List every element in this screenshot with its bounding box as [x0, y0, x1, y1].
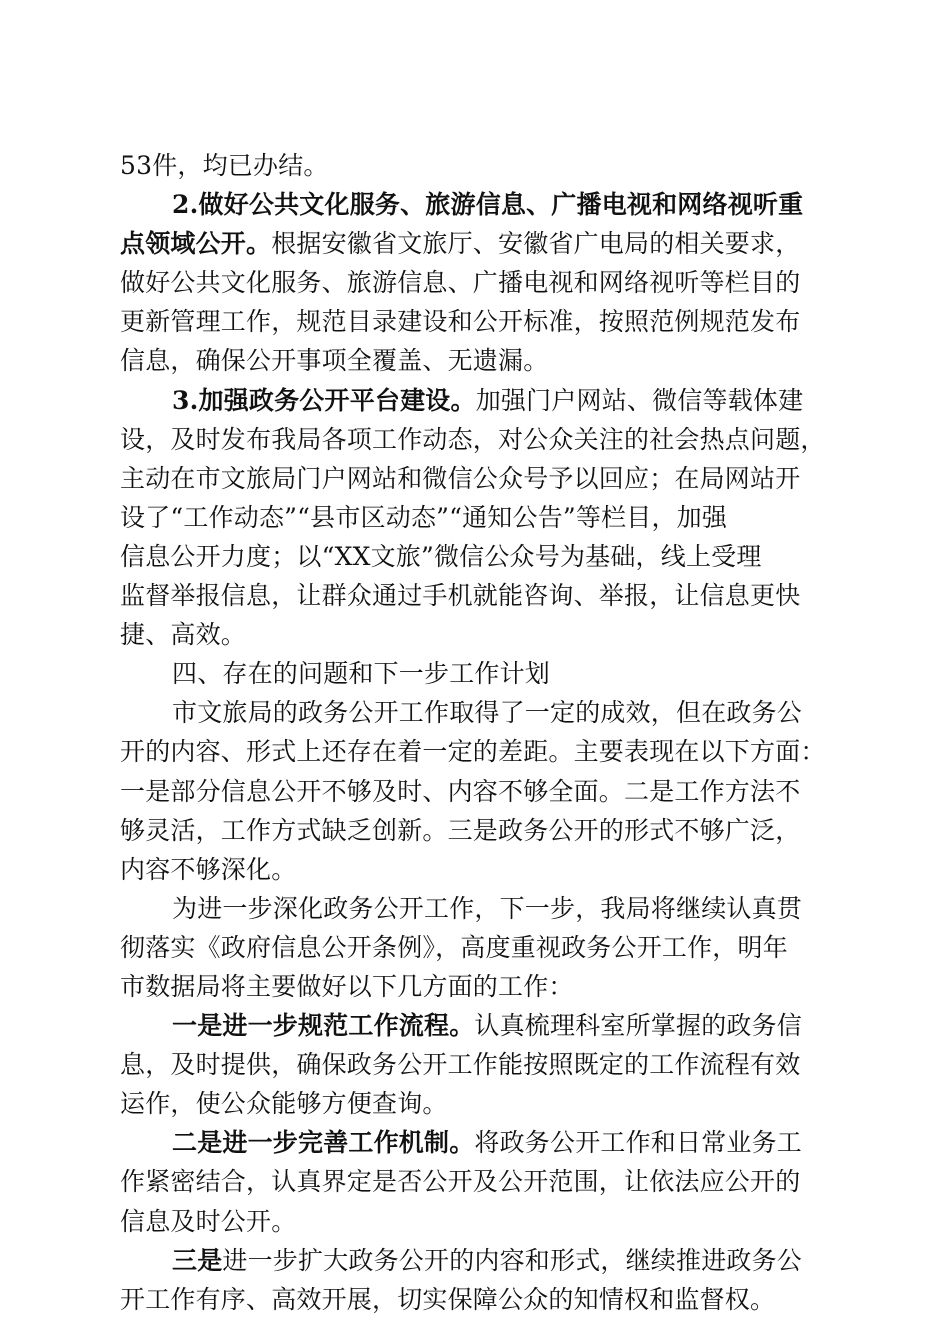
- text-run: 53件，均已办结。: [120, 151, 329, 180]
- bold-text-run: 点领域公开。: [120, 229, 272, 259]
- text-line: [120, 850, 830, 889]
- text-line: [120, 1162, 830, 1201]
- text-line: [120, 498, 830, 537]
- text-run: 设，及时发布我局各项工作动态，对公众关注的社会热点问题，: [120, 424, 826, 454]
- text-line: [120, 1045, 830, 1084]
- text-line: [120, 420, 830, 459]
- text-run: 开工作有序、高效开展，切实保障公众的知情权和监督权。: [120, 1284, 776, 1314]
- text-line: [120, 1123, 830, 1162]
- bold-text-run: 2.做好公共文化服务、旅游信息、广播电视和网络视听重: [172, 190, 804, 220]
- text-run: 四、存在的问题和下一步工作计划: [172, 659, 551, 689]
- text-line: [120, 732, 830, 771]
- text-line: [120, 967, 830, 1006]
- text-line: [120, 1280, 830, 1319]
- bold-text-run: 三是: [172, 1245, 223, 1275]
- text-run: 市文旅局的政务公开工作取得了一定的成效，但在政务公: [172, 698, 803, 728]
- text-line: [120, 693, 830, 732]
- text-run: 信息及时公开。: [120, 1206, 297, 1236]
- text-run: 作紧密结合，认真界定是否公开及公开范围，让依法应公开的: [120, 1167, 801, 1197]
- bold-text-run: 一是进一步规范工作流程。: [172, 1011, 475, 1041]
- text-line: [120, 341, 830, 380]
- text-line: [120, 1202, 830, 1241]
- document-body: [120, 146, 830, 1319]
- bold-text-run: 3.加强政务公开平台建设。: [172, 385, 476, 415]
- text-line: [120, 381, 830, 420]
- bold-text-run: 二是进一步完善工作机制。: [172, 1128, 475, 1158]
- text-run: 设了“工作动态”“县市区动态”“通知公告”等栏目，加强: [120, 502, 728, 532]
- text-run: 信息，确保公开事项全覆盖、无遗漏。: [120, 346, 549, 376]
- text-run: 息，及时提供，确保政务公开工作能按照既定的工作流程有效: [120, 1050, 801, 1080]
- text-line: [120, 146, 830, 185]
- text-run: 做好公共文化服务、旅游信息、广播电视和网络视听等栏目的: [120, 268, 801, 298]
- text-run: 认真梳理科室所掌握的政务信: [474, 1011, 803, 1041]
- text-run: 根据安徽省文旅厅、安徽省广电局的相关要求，: [271, 229, 801, 259]
- text-run: 市数据局将主要做好以下几方面的工作：: [120, 971, 574, 1001]
- text-line: [120, 263, 830, 302]
- text-line: [120, 1241, 830, 1280]
- text-run: 够灵活，工作方式缺乏创新。三是政务公开的形式不够广泛，: [120, 815, 801, 845]
- text-line: [120, 654, 830, 693]
- text-run: 开的内容、形式上还存在着一定的差距。主要表现在以下方面：: [120, 737, 826, 767]
- text-run: 彻落实《政府信息公开条例》，高度重视政务公开工作，明年: [120, 932, 788, 962]
- text-run: 为进一步深化政务公开工作，下一步，我局将继续认真贯: [172, 893, 803, 923]
- text-line: [120, 459, 830, 498]
- text-line: [120, 889, 830, 928]
- text-line: [120, 615, 830, 654]
- text-run: 一是部分信息公开不够及时、内容不够全面。二是工作方法不: [120, 776, 801, 806]
- text-run: 运作，使公众能够方便查询。: [120, 1089, 448, 1119]
- text-run: 更新管理工作，规范目录建设和公开标准，按照范例规范发布: [120, 307, 801, 337]
- text-run: 加强门户网站、微信等载体建: [475, 385, 804, 415]
- text-line: [120, 224, 830, 263]
- text-line: [120, 185, 830, 224]
- text-run: 内容不够深化。: [120, 854, 297, 884]
- text-line: [120, 537, 830, 576]
- text-run: 捷、高效。: [120, 620, 247, 650]
- text-line: [120, 772, 830, 811]
- text-run: 信息公开力度；以“XX文旅”微信公众号为基础，线上受理: [120, 541, 762, 571]
- text-line: [120, 811, 830, 850]
- text-run: 主动在市文旅局门户网站和微信公众号予以回应；在局网站开: [120, 463, 801, 493]
- text-line: [120, 576, 830, 615]
- text-line: [120, 1084, 830, 1123]
- text-run: 监督举报信息，让群众通过手机就能咨询、举报，让信息更快: [120, 581, 801, 611]
- text-line: [120, 1006, 830, 1045]
- text-line: [120, 302, 830, 341]
- text-run: 进一步扩大政务公开的内容和形式，继续推进政务公: [222, 1245, 803, 1275]
- text-run: 将政务公开工作和日常业务工: [474, 1128, 803, 1158]
- text-line: [120, 928, 830, 967]
